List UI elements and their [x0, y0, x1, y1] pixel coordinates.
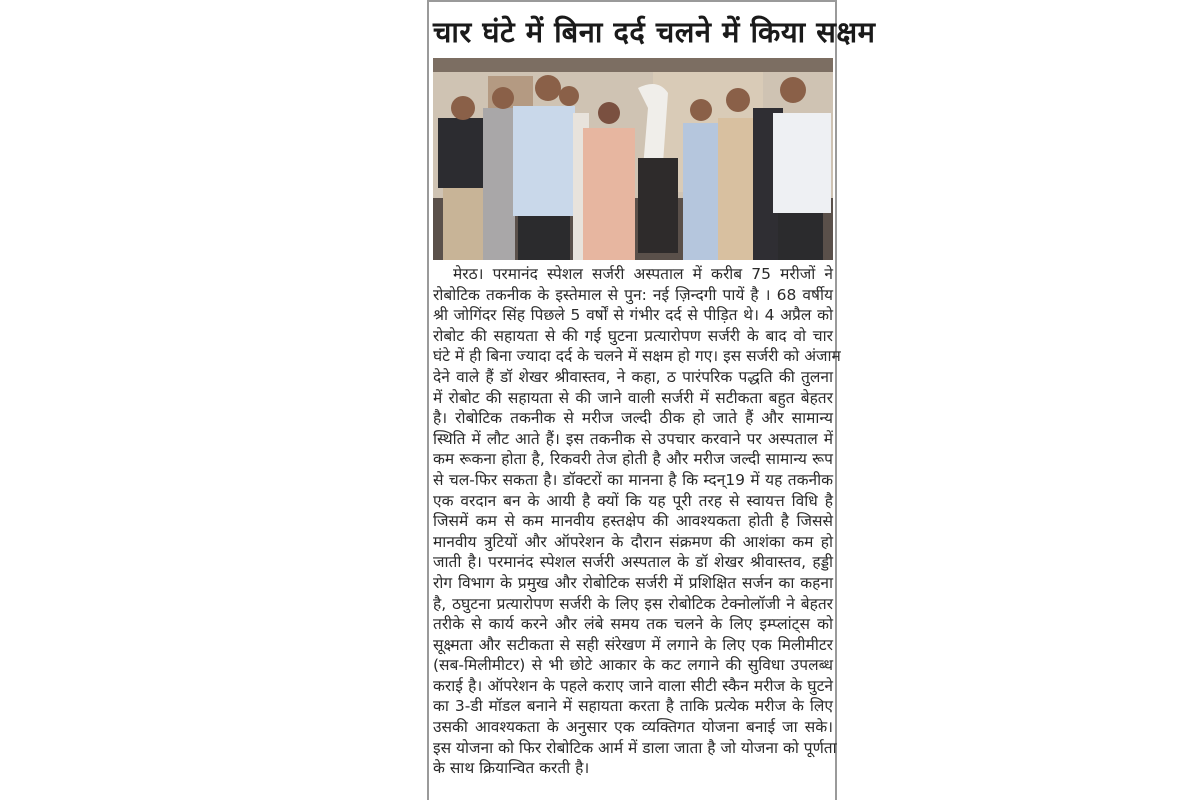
article-line: सूक्ष्मता और सटीकता से सही संरेखण में लगाने के लिए एक मिलीमीटर [433, 635, 833, 654]
article-line: जाती है। परमानंद स्पेशल सर्जरी अस्पताल के डॉ शेखर श्रीवास्तव, हड्डी [433, 553, 833, 572]
article-line: स्थिति में लौट आते हैं। इस तकनीक से उपचार करवाने पर अस्पताल में [433, 429, 833, 448]
article-line: श्री जोगिंदर सिंह पिछले 5 वर्षों से गंभीर दर्द से पीड़ित थे। 4 अप्रैल को [433, 306, 833, 325]
article-line: जिसमें कम से कम मानवीय हस्तक्षेप की आवश्यकता होती है जिससे [433, 512, 833, 531]
article-body [433, 264, 841, 779]
article-line: रोग विभाग के प्रमुख और रोबोटिक सर्जरी में प्रशिक्षित सर्जन का कहना [433, 573, 833, 592]
article-line: एक वरदान बन के आयी है क्यों कि यह पूरी तरह से स्वायत्त विधि है [433, 491, 833, 510]
article-line: का 3-डी मॉडल बनाने में सहायता करता है ताकि प्रत्येक मरीज के लिए [433, 697, 833, 716]
article-line: है। रोबोटिक तकनीक से मरीज जल्दी ठीक हो जाते हैं और सामान्य [433, 409, 833, 428]
article-line: कम रूकना होता है, रिकवरी तेज होती है और मरीज जल्दी सामान्य रूप [433, 450, 833, 469]
article-line: उसकी आवश्यकता के अनुसार एक व्यक्तिगत योजना बनाई जा सके। [433, 718, 833, 737]
article-line: घंटे में ही बिना ज्यादा दर्द के चलने में सक्षम हो गए। इस सर्जरी को अंजाम [433, 347, 841, 366]
article-line: मेरठ। परमानंद स्पेशल सर्जरी अस्पताल में करीब 75 मरीजों ने [453, 265, 833, 283]
article-line: इस योजना को फिर रोबोटिक आर्म में डाला जाता है जो योजना को पूर्णता [433, 738, 837, 757]
article-line: में रोबोट की सहायता से की जाने वाली सर्जरी में सटीकता बहुत बेहतर [433, 388, 833, 407]
article-line: है, ठघुटना प्रत्यारोपण सर्जरी के लिए इस रोबोटिक टेक्नोलॉजी ने बेहतर [433, 594, 833, 613]
article-line: मानवीय त्रुटियों और ऑपरेशन के दौरान संक्रमण की आशंका कम हो [433, 532, 833, 551]
article-line: के साथ क्रियान्वित करती है। [433, 759, 590, 778]
article-line: रोबोटिक तकनीक के इस्तेमाल से पुन: नई ज़िन्दगी पायें है । 68 वर्षीय [433, 285, 833, 304]
headline: चार घंटे में बिना दर्द चलने में किया सक्षम [433, 15, 876, 49]
group-photo-with-surgical-robot-icon [433, 58, 833, 260]
article-line: देने वाले हैं डॉ शेखर श्रीवास्तव, ने कहा, ठ पारंपरिक पद्धति की तुलना [433, 367, 833, 386]
article-line: (सब-मिलीमीटर) से भी छोटे आकार के कट लगाने की सुविधा उपलब्ध [433, 656, 833, 675]
article-line: रोबोट की सहायता से की गई घुटना प्रत्यारोपण सर्जरी के बाद वो चार [433, 326, 833, 345]
article-line: से चल-फिर सकता है। डॉक्टरों का मानना है कि म्दन्19 में यह तकनीक [433, 470, 833, 489]
article-line: तरीके से कार्य करने और लंबे समय तक चलने के लिए इम्प्लांट्स को [433, 615, 833, 634]
article-line: कराई है। ऑपरेशन के पहले कराए जाने वाला सीटी स्कैन मरीज के घुटने [433, 676, 833, 695]
newspaper-clipping [427, 0, 876, 800]
